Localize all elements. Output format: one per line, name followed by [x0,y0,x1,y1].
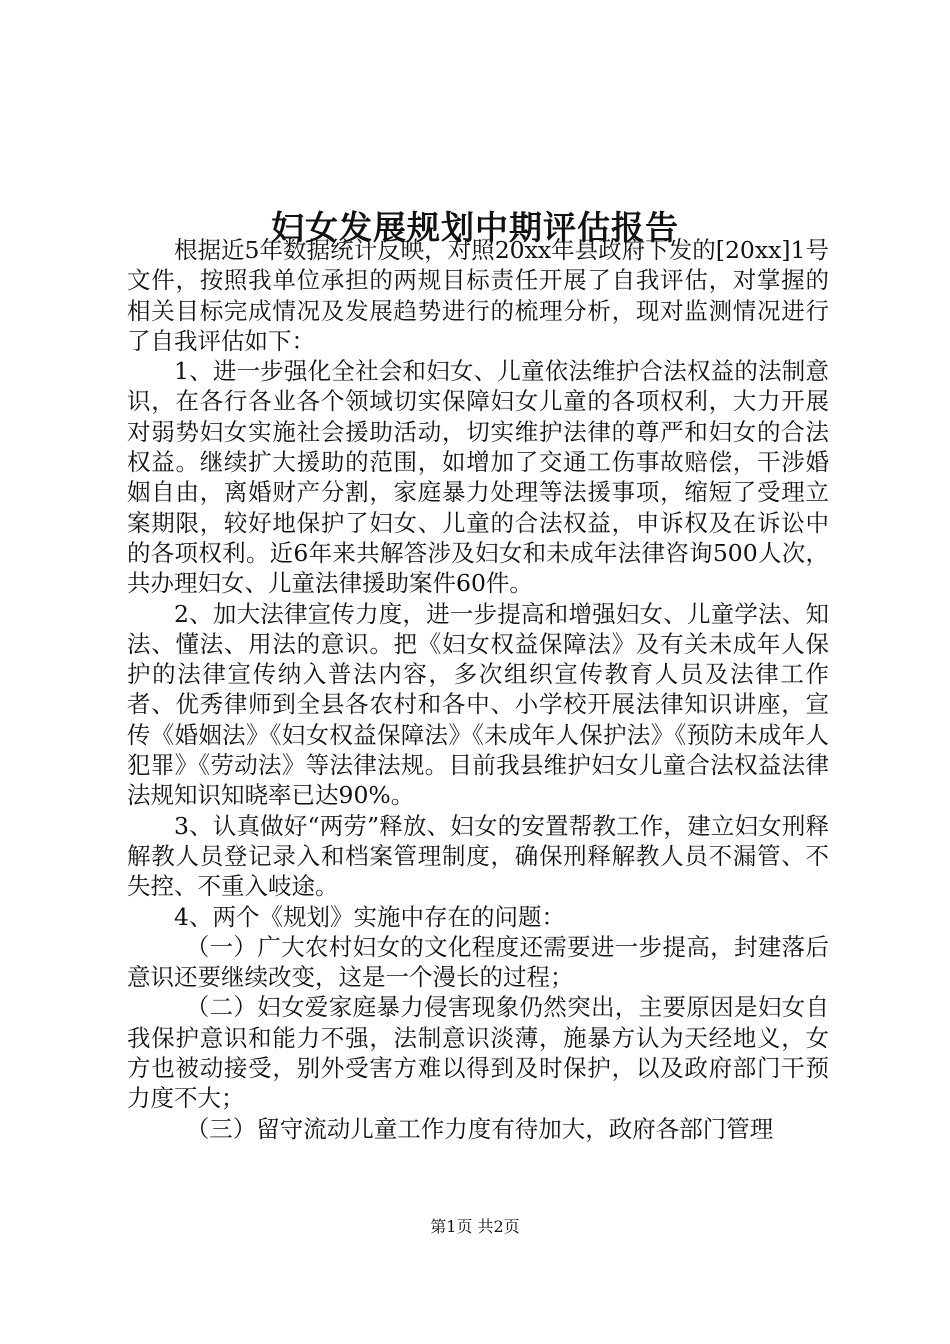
paragraph-issue-3: （三）留守流动儿童工作力度有待加大，政府各部门管理 [185,1114,774,1143]
paragraph-item-4: 4、两个《规划》实施中存在的问题： [174,902,565,931]
paragraph-item-1: 1、进一步强化全社会和妇女、儿童依法维护合法权益的法制意识，在各行各业各个领域切实保障妇女儿童的各项权利，大力开展对弱势妇女实施社会援助活动，切实维护法律的尊严和妇女的合法权益。继续扩大援助的范围，如增加了交通工伤事故赔偿，干涉婚姻自由，离婚财产分割，家庭暴力处理等法援事项，缩短了受理立案期限，较好地保护了妇女、儿童的合法权益，申诉权及在诉讼中的各项权利。近6年来共解答涉及妇女和未成年法律咨询500人次，共办理妇女、儿童法律援助案件60件。 [127,357,829,598]
paragraph-intro: 根据近5年数据统计反映，对照20xx年县政府下发的[20xx]1号文件，按照我单位承担的两规目标责任开展了自我评估，对掌握的相关目标完成情况及发展趋势进行的梳理分析，现对监测情况进行了自我评估如下： [127,236,829,355]
paragraph-issue-1: （一）广大农村妇女的文化程度还需要进一步提高，封建落后意识还要继续改变，这是一个漫长的过程； [127,932,829,992]
document-body [127,235,829,1144]
page-footer: 第1页 共2页 [430,1217,520,1236]
document-title: 妇女发展规划中期评估报告 [271,208,679,248]
paragraph-issue-2: （二）妇女爱家庭暴力侵害现象仍然突出，主要原因是妇女自我保护意识和能力不强，法制意识淡薄，施暴方认为天经地义，女方也被动接受，别外受害方难以得到及时保护，以及政府部门干预力度不大； [127,993,829,1113]
paragraph-item-3: 3、认真做好“两劳”释放、妇女的安置帮教工作，建立妇女刑释解教人员登记录入和档案管理制度，确保刑释解教人员不漏管、不失控、不重入岐途。 [127,811,829,901]
paragraph-item-2: 2、加大法律宣传力度，进一步提高和增强妇女、儿童学法、知法、懂法、用法的意识。把《妇女权益保障法》及有关未成年人保护的法律宣传纳入普法内容，多次组织宣传教育人员及法律工作者、优秀律师到全县各农村和各中、小学校开展法律知识讲座，宣传《婚姻法》《妇女权益保障法》《未成年人保护法》《预防未成年人犯罪》《劳动法》等法律法规。目前我县维护妇女儿童合法权益法律法规知识知晓率已达90%。 [127,599,829,810]
